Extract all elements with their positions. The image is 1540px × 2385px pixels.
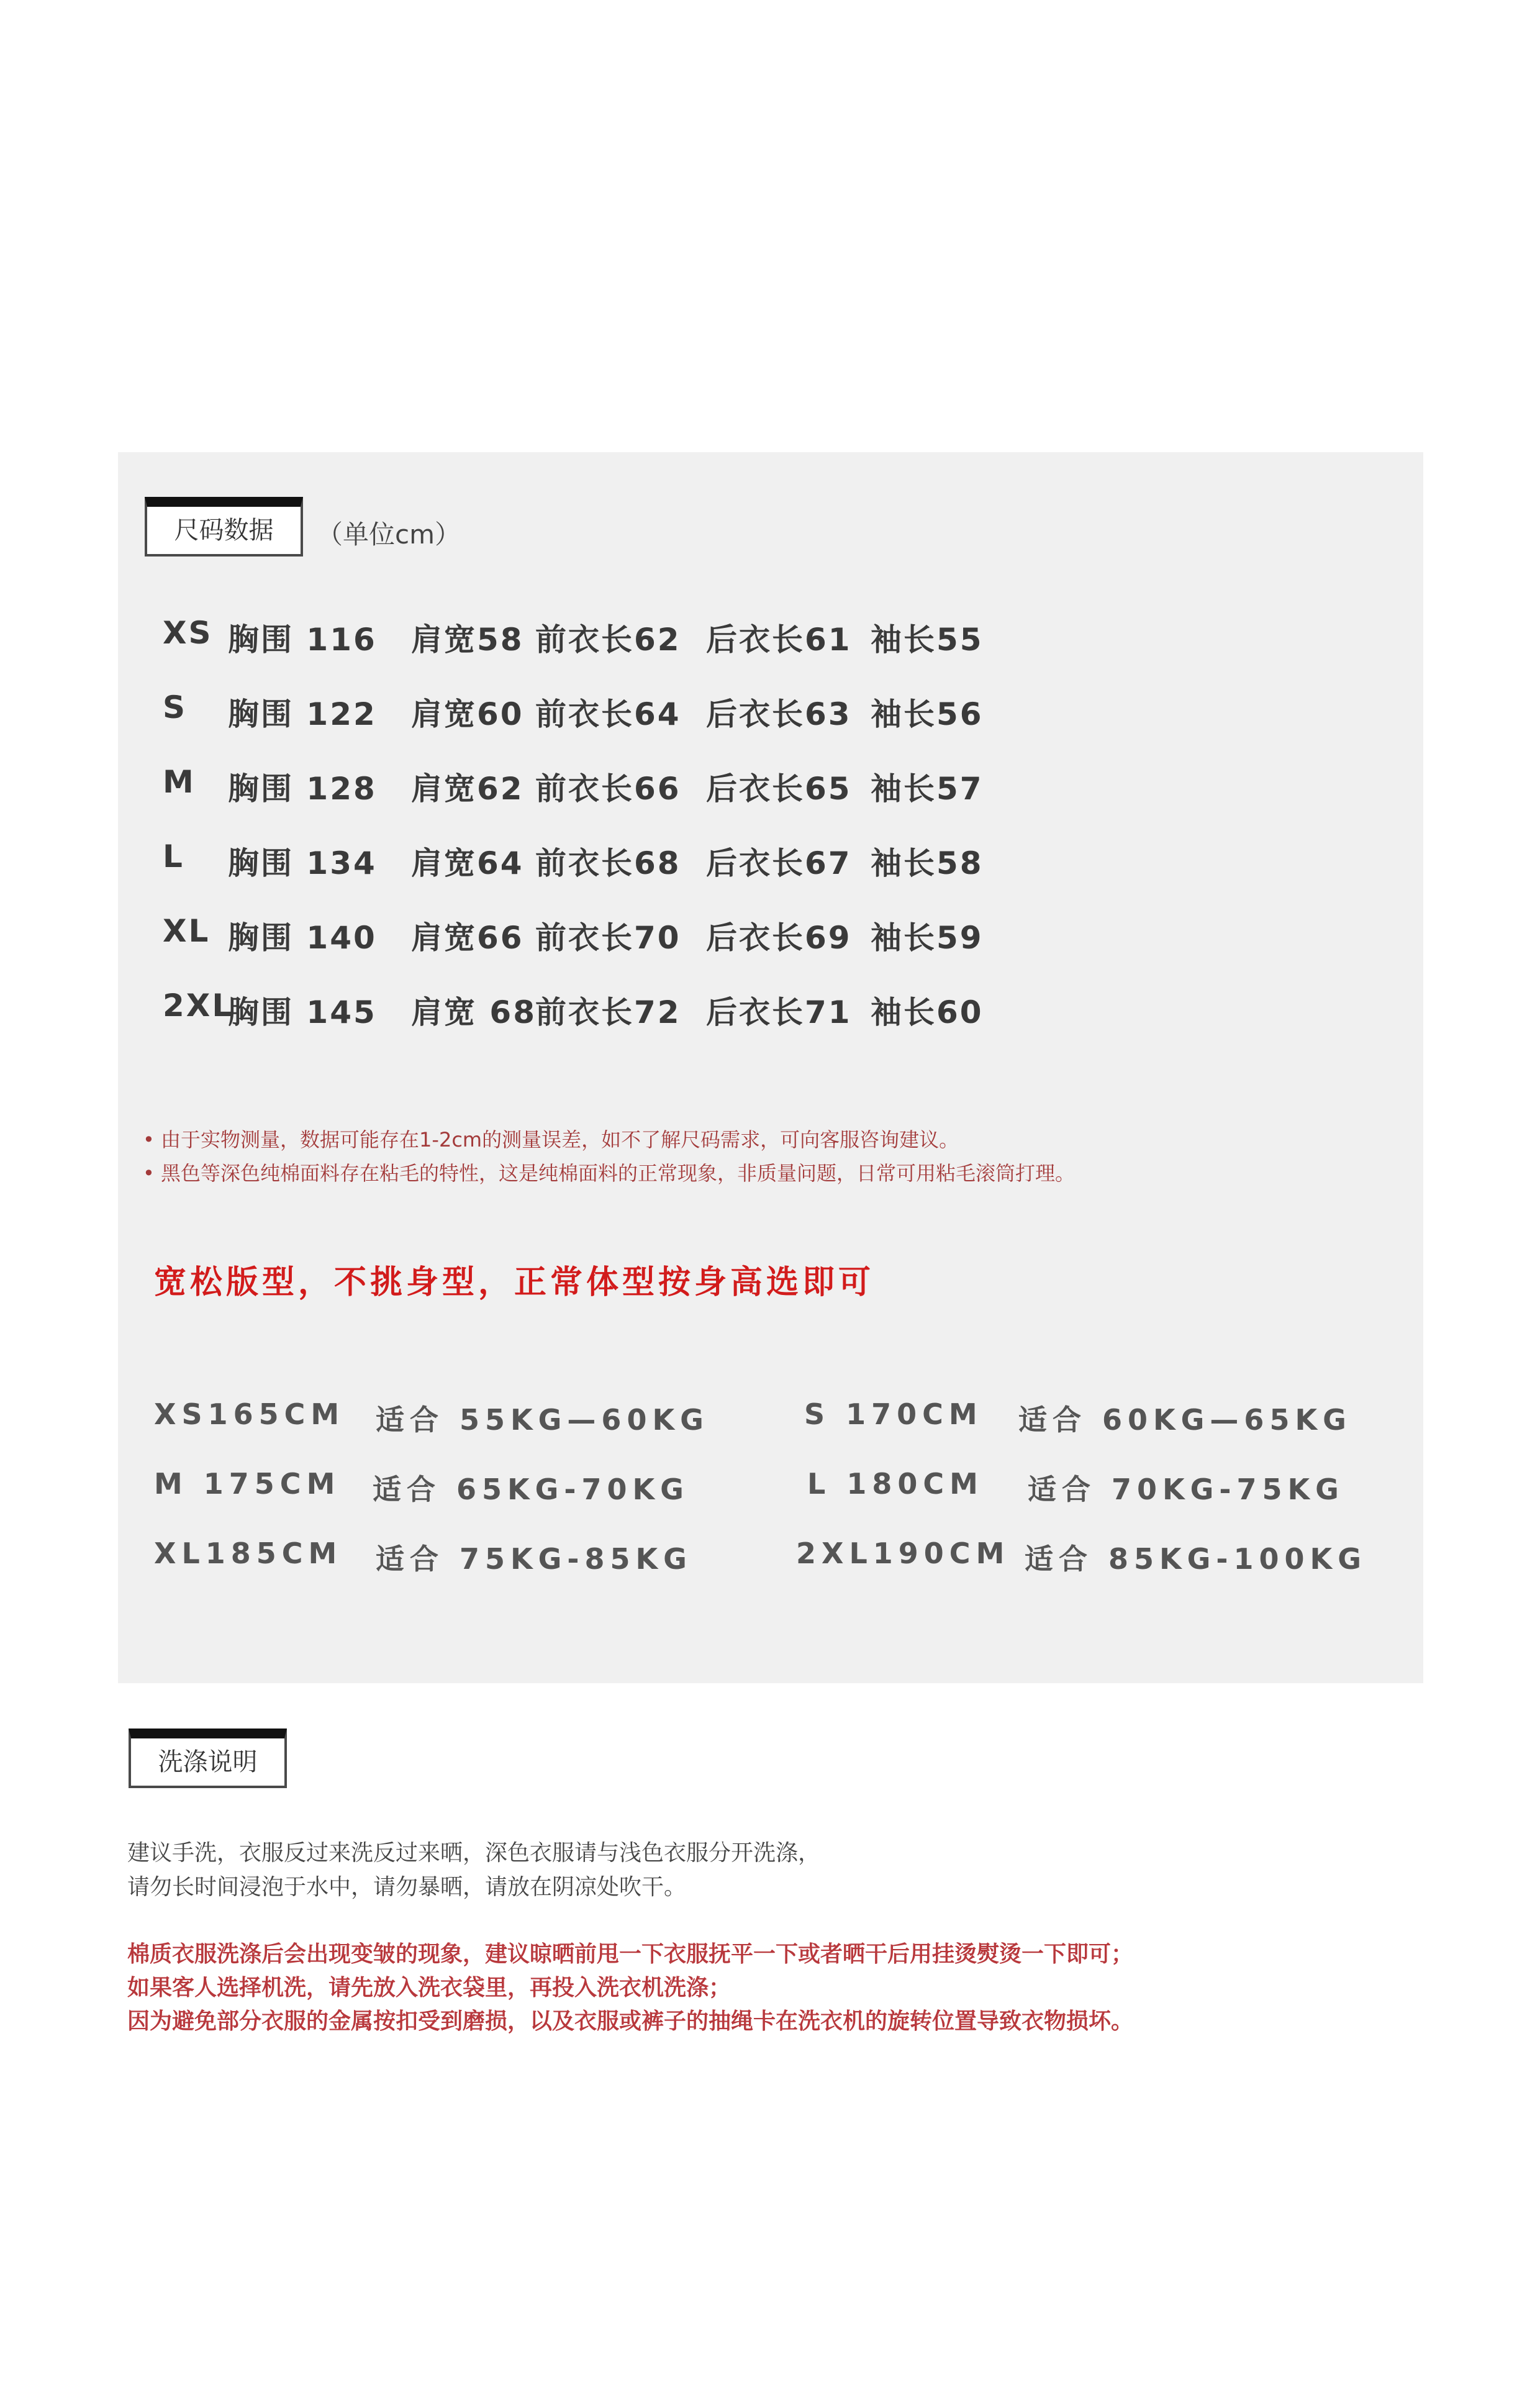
height-label: 2XL190CM — [796, 1537, 1010, 1570]
shoulder-value: 肩宽60 — [411, 696, 524, 732]
weight-range: 适合 70KG-75KG — [1028, 1473, 1344, 1506]
chest-value: 胸围 128 — [228, 771, 377, 807]
shoulder-value: 肩宽62 — [411, 771, 524, 807]
unit-note: （单位cm） — [317, 519, 461, 550]
height-label: M 175CM — [154, 1467, 341, 1501]
shoulder-value: 肩宽 68 — [411, 994, 537, 1030]
weight-range: 适合 75KG-85KG — [376, 1542, 692, 1576]
shoulder-value: 肩宽64 — [411, 845, 524, 881]
back-length-value: 后衣长61 — [706, 622, 852, 658]
height-label: XL185CM — [154, 1537, 343, 1570]
back-length-value: 后衣长67 — [706, 845, 852, 881]
front-length-value: 前衣长66 — [535, 771, 681, 807]
chest-value: 胸围 145 — [228, 994, 377, 1030]
wash-warning-line: 因为避免部分衣服的金属按扣受到磨损，以及衣服或裤子的抽绳卡在洗衣机的旋转位置导致衣物损坏。 — [127, 2009, 1134, 2034]
wash-warning-line: 棉质衣服洗涤后会出现变皱的现象，建议晾晒前甩一下衣服抚平一下或者晒干后用挂烫熨烫一下即可； — [127, 1942, 1134, 1967]
sleeve-value: 袖长58 — [871, 845, 984, 881]
lint-note: • 黑色等深色纯棉面料存在粘毛的特性，这是纯棉面料的正常现象，非质量问题，日常可用粘毛滚筒打理。 — [143, 1161, 1076, 1185]
shoulder-value: 肩宽66 — [411, 920, 524, 956]
back-length-value: 后衣长71 — [706, 994, 852, 1030]
chest-value: 胸围 116 — [228, 622, 377, 658]
weight-range: 适合 65KG-70KG — [373, 1473, 689, 1506]
fit-headline: 宽松版型，不挑身型，正常体型按身高选即可 — [154, 1264, 875, 1301]
size-data-label: 尺码数据 — [145, 497, 303, 556]
sleeve-value: 袖长57 — [871, 771, 984, 807]
shoulder-value: 肩宽58 — [411, 622, 524, 658]
back-length-value: 后衣长65 — [706, 771, 852, 807]
weight-range: 适合 60KG—65KG — [1018, 1403, 1352, 1437]
weight-range: 适合 85KG-100KG — [1025, 1542, 1367, 1576]
chest-value: 胸围 134 — [228, 845, 377, 881]
size-label: XS — [163, 615, 213, 651]
measurement-note: • 由于实物测量，数据可能存在1-2cm的测量误差，如不了解尺码需求，可向客服咨询建议。 — [143, 1128, 959, 1152]
front-length-value: 前衣长70 — [535, 920, 681, 956]
sleeve-value: 袖长59 — [871, 920, 984, 956]
back-length-value: 后衣长63 — [706, 696, 852, 732]
weight-range: 适合 55KG—60KG — [376, 1403, 709, 1437]
size-label: S — [163, 689, 188, 725]
front-length-value: 前衣长64 — [535, 696, 681, 732]
size-label: 2XL — [163, 988, 234, 1024]
size-label: M — [163, 764, 196, 800]
sleeve-value: 袖长60 — [871, 994, 984, 1030]
height-label: XS165CM — [154, 1397, 345, 1431]
washing-instructions-label: 洗涤说明 — [129, 1729, 287, 1788]
wash-instruction-line: 建议手洗，衣服反过来洗反过来晒，深色衣服请与浅色衣服分开洗涤， — [127, 1840, 821, 1866]
size-label: L — [163, 838, 184, 874]
back-length-value: 后衣长69 — [706, 920, 852, 956]
front-length-value: 前衣长72 — [535, 994, 681, 1030]
wash-warning-line: 如果客人选择机洗，请先放入洗衣袋里，再投入洗衣机洗涤； — [127, 1975, 732, 2001]
sleeve-value: 袖长55 — [871, 622, 984, 658]
chest-value: 胸围 140 — [228, 920, 377, 956]
chest-value: 胸围 122 — [228, 696, 377, 732]
wash-instruction-line: 请勿长时间浸泡于水中，请勿暴晒，请放在阴凉处吹干。 — [127, 1874, 687, 1900]
sleeve-value: 袖长56 — [871, 696, 984, 732]
height-label: L 180CM — [807, 1467, 984, 1501]
height-label: S 170CM — [804, 1397, 983, 1431]
front-length-value: 前衣长62 — [535, 622, 681, 658]
size-label: XL — [163, 913, 211, 949]
front-length-value: 前衣长68 — [535, 845, 681, 881]
